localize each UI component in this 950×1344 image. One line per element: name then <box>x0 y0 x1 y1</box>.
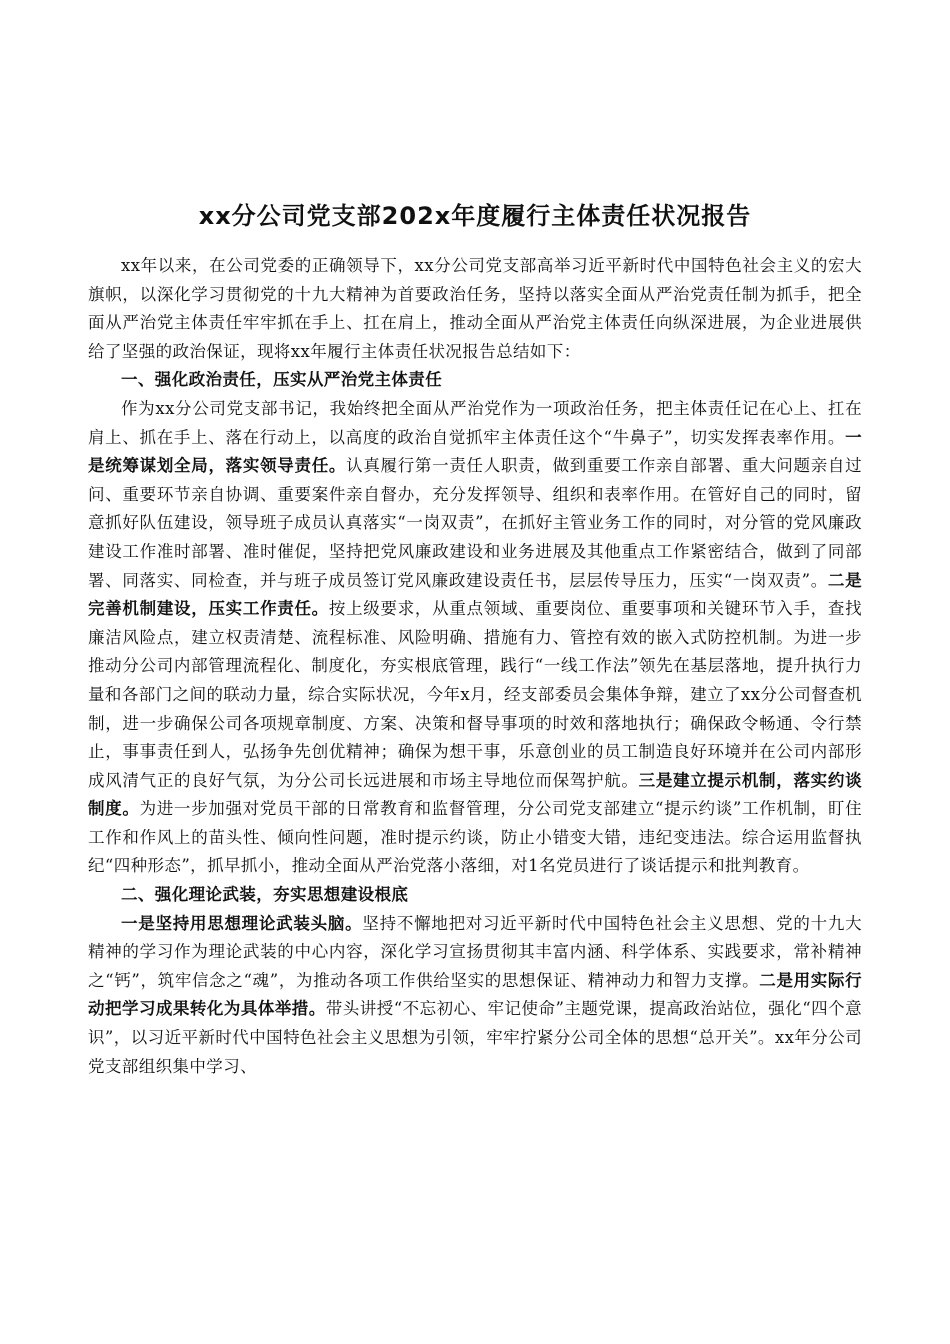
bold-point-2: 二是完善机制建设，压实工作责任。 <box>88 570 862 619</box>
body-text: 作为xx分公司党支部书记，我始终把全面从严治党作为一项政治任务，把主体责任记在心上、扛在肩上、抓在手上、落在行动上，以高度的政治自觉抓牢主体责任这个“牛鼻子”，切实发挥表率作用。 <box>88 398 862 447</box>
section-1-heading: 一、强化政治责任，压实从严治党主体责任 <box>121 370 443 390</box>
document-title: xx分公司党支部202x年度履行主体责任状况报告 <box>198 202 752 230</box>
bold-point-2: 二是用实际行动把学习成果转化为具体举措。 <box>88 970 862 1019</box>
bold-point-1: 一是统筹谋划全局，落实领导责任。 <box>88 427 862 476</box>
section-1-paragraph <box>88 395 862 881</box>
body-text: 认真履行第一责任人职责，做到重要工作亲自部署、重大问题亲自过问、重要环节亲自协调、重要案件亲自督办，充分发挥领导、组织和表率作用。在管好自己的同时，留意抓好队伍建设，领导班子成员认真落实“一岗双责”，在抓好主管业务工作的同时，对分管的党风廉政建设工作准时部署、准时催促，坚持把党风廉政建设和业务进展及其他重点工作紧密结合，做到了同部署、同落实、同检查，并与班子成员签订党风廉政建设责任书，层层传导压力，压实“一岗双责”。 <box>88 456 863 590</box>
body-text: 按上级要求，从重点领域、重要岗位、重要事项和关键环节入手，查找廉洁风险点，建立权责清楚、流程标准、风险明确、措施有力、管控有效的嵌入式防控机制。为进一步推动分公司内部管理流程化、制度化，夯实根底管理，践行“一线工作法”领先在基层落地，提升执行力量和各部门之间的联动力量，综合实际状况，今年x月，经支部委员会集体争辩，建立了xx分公司督查机制，进一步确保公司各项规章制度、方案、决策和督导事项的时效和落地执行；确保政令畅通、令行禁止，事事责任到人，弘扬争先创优精神；确保为想干事，乐意创业的员工制造良好环境并在公司内部形成风清气正的良好气氛，为分公司长远进展和市场主导地位而保驾护航。 <box>88 599 862 790</box>
body-text: 为进一步加强对党员干部的日常教育和监督管理，分公司党支部建立“提示约谈”工作机制，盯住工作和作风上的苗头性、倾向性问题，准时提示约谈，防止小错变大错，违纪变违法。综合运用监督执纪“四种形态”，抓早抓小，推动全面从严治党落小落细，对1名党员进行了谈话提示和批判教育。 <box>88 799 863 876</box>
body-text: 带头讲授“不忘初心、牢记使命”主题党课，提高政治站位，强化“四个意识”，以习近平新时代中国特色社会主义思想为引领，牢牢拧紧分公司全体的思想“总开关”。xx年分公司党支部组织集中学习、 <box>88 999 862 1076</box>
bold-point-1: 一是坚持用思想理论武装头脑。 <box>121 913 363 933</box>
intro-paragraph: xx年以来，在公司党委的正确领导下，xx分公司党支部高举习近平新时代中国特色社会主义的宏大旗帜，以深化学习贯彻党的十九大精神为首要政治任务，坚持以落实全面从严治党责任制为抓手，把全面从严治党主体责任牢牢抓在手上、扛在肩上，推动全面从严治党主体责任向纵深进展，为企业进展供给了坚强的政治保证，现将xx年履行主体责任状况报告总结如下： <box>88 256 862 361</box>
body-text: 坚持不懈地把对习近平新时代中国特色社会主义思想、党的十九大精神的学习作为理论武装的中心内容，深化学习宣扬贯彻其丰富内涵、科学体系、实践要求，常补精神之“钙”，筑牢信念之“魂”，为推动各项工作供给坚实的思想保证、精神动力和智力支撑。 <box>88 913 862 990</box>
bold-point-3: 三是建立提示机制，落实约谈制度。 <box>88 770 862 819</box>
section-2-heading: 二、强化理论武装，夯实思想建设根底 <box>121 885 409 905</box>
document-page <box>88 198 862 1081</box>
section-2-paragraph <box>88 910 862 1082</box>
